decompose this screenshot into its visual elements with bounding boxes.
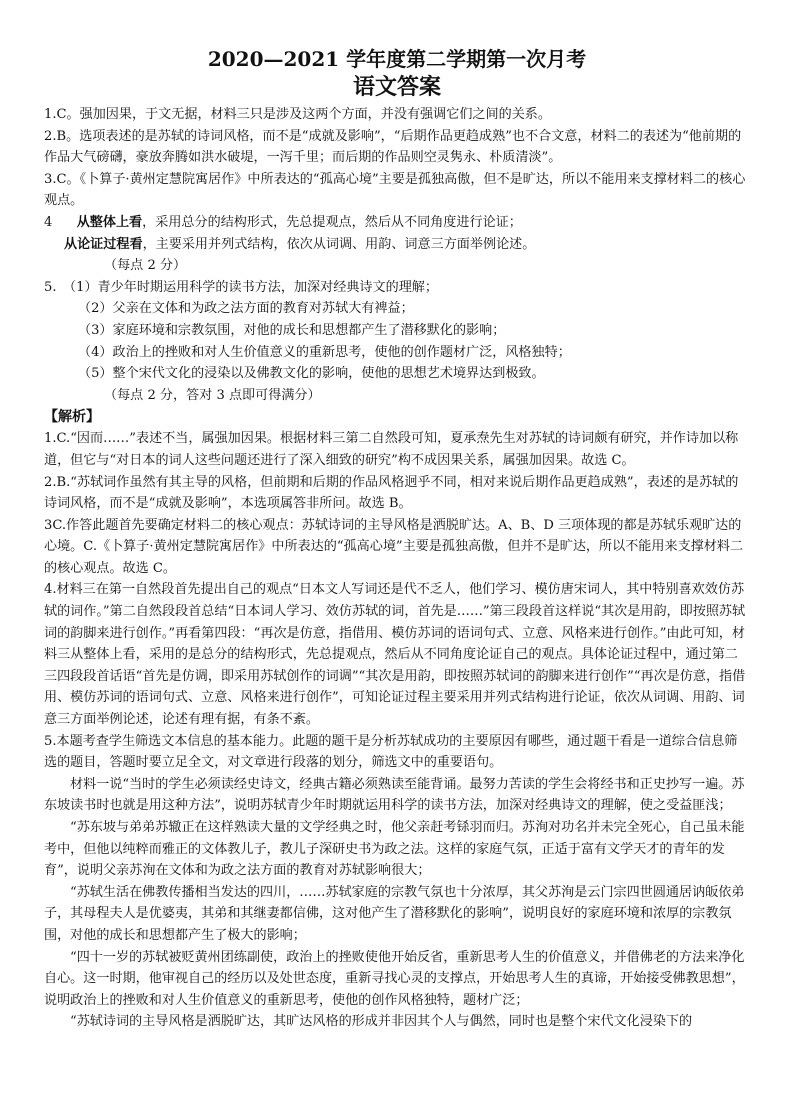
analysis-5-paragraph-2: “苏东坡与弟弟苏辙正在这样熟读大量的文学经典之时，他父亲赶考铩羽而归。苏洵对功名并未完全死心，自己虽未能考中，但他以纯粹而雅正的文体教儿子，教儿子深研史书为政之法。这样的家庭气氛，正适于富有文学天才的青年的发育”，说明父亲苏洵在文体和为政之法方面的教育对苏轼影响很大； (44, 820, 745, 879)
answer-title: 语文答案 (352, 74, 441, 100)
answer-3: 3.C。《卜算子·黄州定慧院寓居作》中所表达的“孤高心境”主要是孤独高傲，但不是旷达，所以不能用来支撑材料二的核心观点。 (44, 171, 746, 209)
analysis-2: 2.B.“苏轼词作虽然有其主导的风格，但前期和后期的作品风格迥乎不同，相对来说后期作品更趋成熟”，表述的是苏轼的诗词风格，而不是“成就及影响”，本选项属答非所问。故选 B。 (44, 474, 739, 512)
answer-4-point-2-text: ，主要采用并列式结构，依次从词调、用韵、词意三方面举例论述。 (142, 236, 536, 252)
analysis-5-paragraph-3: “苏轼生活在佛教传播相当发达的四川，……苏轼家庭的宗教气氛也十分浓厚，其父苏洵是云门宗四世圆通居讷皈依弟子，其母程夫人是优婆夷，其弟和其继妻都信佛，这对他产生了潜移默化的影响”，说明良好的家庭环境和浓厚的宗教氛围，对他的成长和思想都产生了极大的影响； (44, 884, 745, 943)
answer-4-point-2-heading: 从论证过程看 (64, 236, 143, 252)
analysis-4: 4.材料三在第一自然段首先提出自己的观点“日本文人写词还是代不乏人，他们学习、模仿唐宋词人，其中特别喜欢效仿苏轼的词作。”第二自然段段首总结“日本词人学习、效仿苏轼的词，首先是……”第三段段首这样说“其次是用韵，即按照苏轼词的韵脚来进行创作。”再看第四段：“再次是仿意，指借用、模仿苏词的语词句式、立意、风格来进行创作。”由此可知，材料三从整体上看，采用的是总分的结构形式，先总提观点，然后从不同角度论证自己的观点。具体论证过程中，通过第二三四段段首话语“首先是仿调，即采用苏轼创作的词调”“其次是用韵，即按照苏轼词的韵脚来进行创作”“再次是仿意，指借用、模仿苏词的语词句式、立意、风格来进行创作”，可知论证过程主要采用并列式结构进行论证，依次从词调、用韵、词意三方面举例论述，论述有理有据，有条不紊。 (44, 582, 746, 728)
answer-4-line-2 (44, 234, 750, 256)
answer-5-item-4: （4）政治上的挫败和对人生价值意义的重新思考，使他的创作题材广泛，风格独特； (78, 344, 571, 360)
answer-4-point-1-heading: 从整体上看 (76, 214, 143, 230)
analysis-5-paragraph-5: “苏轼诗词的主导风格是洒脱旷达，其旷达风格的形成并非因其个人与偶然，同时也是整个宋代文化浸染下的 (70, 1014, 693, 1030)
analysis-5-paragraph-1: 材料一说“当时的学生必须读经史诗文，经典古籍必须熟读至能背诵。最努力苦读的学生会将经书和正史抄写一遍。苏东坡读书时也就是用这种方法”，说明苏轼青少年时期就运用科学的读书方法，加深对经典诗文的理解，使之受益匪浅； (44, 776, 745, 814)
answer-2: 2.B。选项表述的是苏轼的诗词风格，而不是“成就及影响”，“后期作品更趋成熟”也不合文意，材料二的表述为“他前期的作品大气磅礴，豪放奔腾如洪水破堤，一泻千里；而后期的作品则空灵隽永、朴质清淡”。 (44, 128, 742, 166)
answer-4-number: 4 (44, 214, 53, 230)
analysis-3: 3C.作答此题首先要确定材料二的核心观点：苏轼诗词的主导风格是洒脱旷达。A、B、D 三项体现的都是苏轼乐观旷达的心境。C.《卜算子·黄州定慧院寓居作》中所表达的“孤高心境”主要是孤独高傲，但并不是旷达，所以不能用来支撑材料二的核心观点。故选 C。 (44, 517, 744, 576)
answer-5-item-5: （5）整个宋代文化的浸染以及佛教文化的影响，使他的思想艺术境界达到极致。 (78, 366, 545, 382)
analysis-1: 1.C.“因而……”表述不当，属强加因果。根据材料三第二自然段可知，夏承焘先生对苏轼的诗词颇有研究，并作诗加以称道，但它与“对日本的词人这些问题还进行了深入细致的研究”构不成因果关系，属强加因果。故选 C。 (44, 431, 739, 468)
answer-5-score: （每点 2 分，答对 3 点即可得满分） (104, 387, 321, 403)
answer-4-point-1-text: ，采用总分的结构形式，先总提观点，然后从不同角度进行论证； (142, 214, 522, 230)
document-page (44, 46, 750, 1033)
answer-4-score: （每点 2 分） (104, 258, 187, 274)
answer-5-item-1: 5. （1）青少年时期运用科学的读书方法，加深对经典诗文的理解； (44, 279, 438, 295)
answer-4-line-1 (44, 212, 750, 234)
answer-5-item-3: （3）家庭环境和宗教氛围，对他的成长和思想都产生了潜移默化的影响； (78, 322, 506, 338)
exam-title: 2020—2021 学年度第二学期第一次月考 (207, 47, 587, 71)
analysis-5-paragraph-4: “四十一岁的苏轼被贬黄州团练副使，政治上的挫败使他开始反省，重新思考人生的价值意义，并借佛老的方法来净化自心。这一时期，他审视自己的经历以及处世态度，重新寻找心灵的支撑点，开始思考人生的真谛，开始接受佛教思想”，说明政治上的挫败和对人生价值意义的重新思考，使他的创作风格独特，题材广泛； (44, 949, 745, 1008)
analysis-heading: 【解析】 (44, 409, 100, 426)
answer-1: 1.C。强加因果，于文无据，材料三只是涉及这两个方面，并没有强调它们之间的关系。 (44, 107, 551, 122)
answer-5-item-2: （2）父亲在文体和为政之法方面的教育对苏轼大有裨益； (78, 301, 414, 317)
analysis-5: 5.本题考查学生筛选文本信息的基本能力。此题的题干是分析苏轼成功的主要原因有哪些，通过题干看是一道综合信息筛选的题目，答题时要立足全文，对文章进行段落的划分，筛选文中的重要语句。 (44, 733, 738, 771)
